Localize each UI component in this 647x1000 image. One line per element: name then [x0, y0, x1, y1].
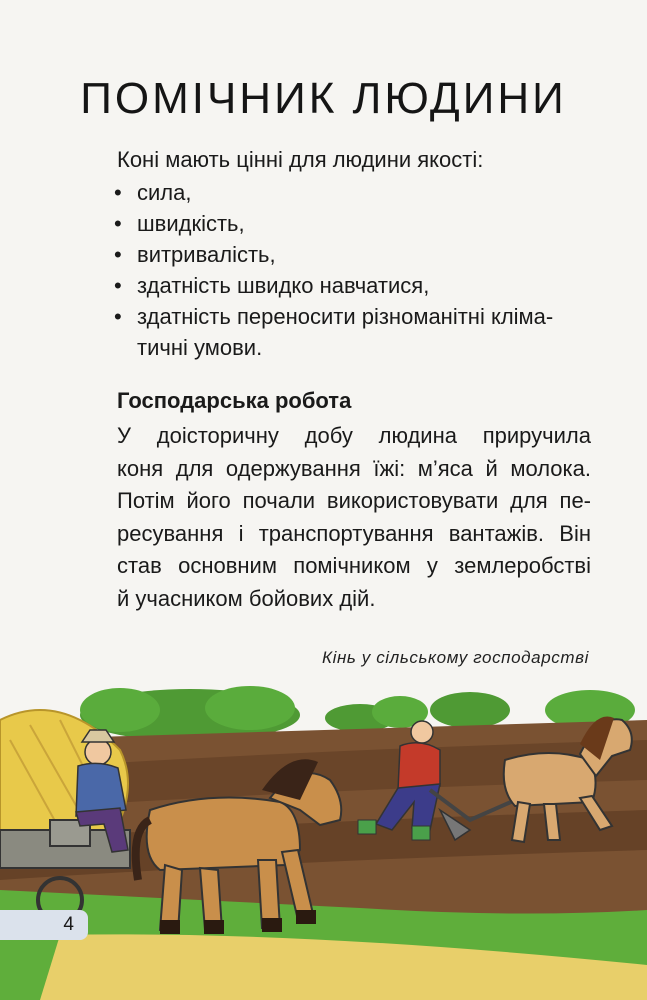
paragraph-line: й учасником бойових дій. [117, 585, 376, 611]
list-item-continuation: тичні умови. [137, 335, 263, 360]
list-item: • сила, [112, 177, 602, 208]
paragraph-line: ресування і транспортування вантажів. Він [117, 520, 591, 546]
qualities-list [112, 177, 602, 363]
body-paragraph [117, 420, 591, 615]
page-title: ПОМІЧНИК ЛЮДИНИ [80, 74, 567, 123]
list-item-text: здатність переносити різноманітні кліма- [137, 304, 554, 329]
paragraph-line: коня для одержування їжі: м’яса й молока. [117, 455, 591, 481]
illustration-caption: Кінь у сільському господарстві [321, 648, 589, 667]
paragraph-line: У доісторичну добу людина приручила [117, 423, 591, 448]
list-item: • витривалість, [112, 239, 602, 270]
page-number: 4 [63, 914, 74, 935]
farm-illustration [0, 680, 647, 1000]
list-item: • здатність швидко навчатися, [112, 270, 602, 301]
list-item [112, 301, 602, 363]
list-item: • швидкість, [112, 208, 602, 239]
paragraph-line: став основним помічником у землеробстві [117, 553, 591, 578]
page-number-tab [0, 910, 88, 940]
paragraph-line: Потім його почали використовувати для пе- [117, 488, 591, 513]
section-heading: Господарська робота [117, 388, 352, 413]
intro-text: Коні мають цінні для людини якості: [117, 147, 484, 172]
